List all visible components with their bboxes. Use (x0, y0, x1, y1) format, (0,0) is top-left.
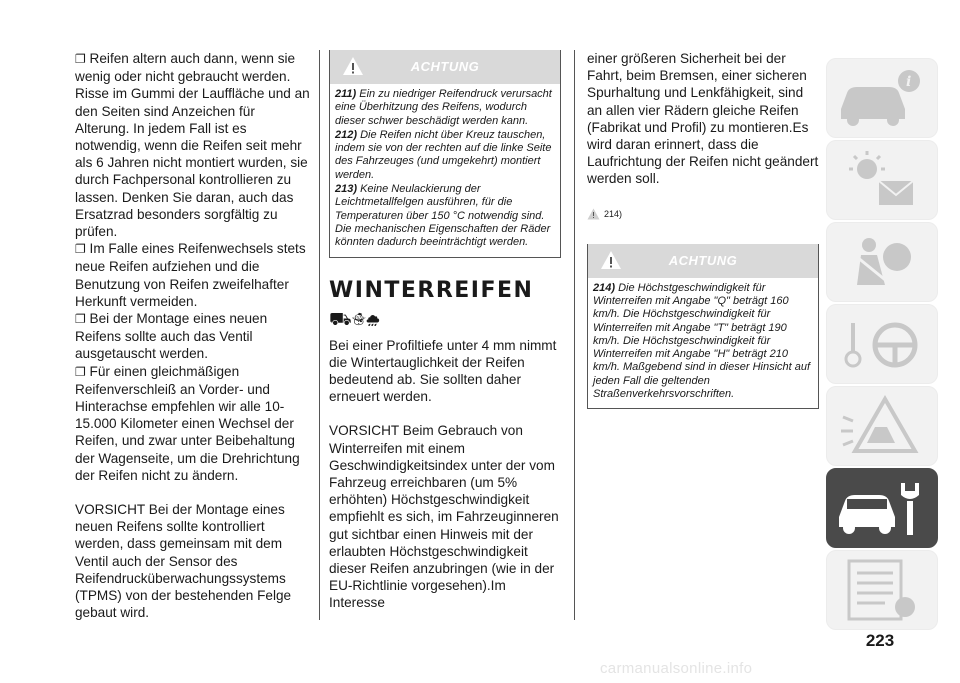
warning-reference: 214) (587, 208, 819, 220)
warning-title: ACHTUNG (668, 252, 738, 268)
chapter-tab-emergency[interactable] (826, 386, 938, 466)
paragraph: einer größeren Sicherheit bei der Fahrt, beim Bremsen, einer sicheren Spurhaltung und Lenkfähigkeit, sind an allen vier Rädern gleiche Reifen (Fabrikat und Profil) zu montieren.Es wird daran erinnert, dass die Laufrichtung der Reifen nicht geändert werden soll. (587, 51, 819, 187)
chapter-tab-starting[interactable] (826, 304, 938, 384)
left-column (75, 50, 310, 622)
page-number: 223 (865, 631, 895, 650)
warning-box (587, 244, 819, 410)
warning-item: 213) Keine Neulackierung der Leichtmetallfelgen ausführen, für die Temperaturen über 150 °C notwendig sind. Die mechanischen Eigenschaften der Räder könnten dadurch beeinträchtigt werden. (335, 183, 551, 249)
warning-header (330, 50, 560, 84)
paragraph: ❐ Bei der Montage eines neuen Reifens sollte auch das Ventil ausgetauscht werden. (75, 311, 268, 362)
chapter-tab-safety[interactable] (826, 222, 938, 302)
paragraph: ❐ Für einen gleichmäßigen Reifenverschleiß an Vorder- und Hinterachse empfehlen wir alle 10-15.000 Kilometer einen Wechsel der Reifen, und zwar unter Beibehaltung der Wagenseite, um die Drehrichtung der Reifen nicht zu ändern. (75, 363, 300, 483)
tpms-note: VORSICHT Bei der Montage eines neuen Reifens sollte kontrolliert werden, dass gemeinsam mit dem Ventil auch der Sensor des Reifendrucküberwachungssystems (TPMS) von der bestehenden Felge gebaut wird. (75, 502, 292, 621)
speed-note: VORSICHT Beim Gebrauch von Winterreifen mit einem Geschwindigkeitsindex unter der vom Fahrzeug erreichbaren (um 5% erhöhten) Höchstgeschwindigkeit empfiehlt es sich, im Fahrzeuginneren gut sichtbar einen Hinweis mit der erlaubten Höchstgeschwindigkeit dieser Reifen anzubringen (wie in der EU-Richtlinie vorgesehen).Im Interesse (329, 423, 559, 611)
warning-item: 212) Die Reifen nicht über Kreuz tauschen, indem sie von der rechten auf die linke Seite des Fahrzeuges (und umgekehrt) montiert werden. (335, 128, 552, 181)
right-column (587, 50, 819, 409)
warning-item: 214) Die Höchstgeschwindigkeit für Winterreifen mit Angabe "Q" beträgt 160 km/h. Die Höchstgeschwindigkeit für Winterreifen mit Angabe "T" beträgt 190 km/h. Die Höchstgeschwindigkeit für Winterreifen mit Angabe "H" beträgt 210 km/h. Maßgebend sind in dieser Hinsicht auf jeden Fall die geltenden Straßenverkehrsvorschriften. (593, 281, 811, 400)
section-heading: WINTERREIFEN (329, 277, 534, 303)
paragraph: Bei einer Profiltiefe unter 4 mm nimmt die Wintertauglichkeit der Reifen bedeutend ab. Sie sollten daher erneuert werden. (329, 337, 557, 405)
bullet-icon: ❐ (75, 52, 86, 66)
small-warning-icon (587, 208, 600, 220)
emergency-icon (827, 387, 937, 465)
vehicle-type-icons: ⛟☃⛆ (329, 308, 381, 329)
warning-lights-icon (827, 141, 937, 219)
bullet-icon: ❐ (75, 364, 86, 379)
warning-body (588, 278, 818, 409)
warning-body (330, 84, 560, 257)
middle-column (329, 50, 561, 612)
svg-text:i: i (906, 74, 912, 90)
column-divider (574, 50, 575, 620)
bullet-icon: ❐ (75, 312, 86, 327)
chapter-tab-maintenance-active[interactable] (826, 468, 938, 548)
warning-title: ACHTUNG (410, 59, 480, 74)
footer-watermark: carmanualsonline.info (600, 660, 753, 677)
warning-box (329, 50, 561, 258)
paragraph: ❐ Im Falle eines Reifenwechsels stets neue Reifen aufziehen und die Benutzung von Reifen zweifelhafter Herkunft vermeiden. (75, 241, 306, 309)
chapter-tab-warning-lights[interactable] (826, 140, 938, 220)
technical-data-icon (827, 551, 937, 629)
car-info-icon (827, 59, 937, 137)
column-divider (319, 50, 320, 620)
car-maintenance-icon (827, 469, 937, 547)
warning-header (588, 244, 818, 278)
steering-key-icon (827, 305, 937, 383)
paragraph: ❐ Reifen altern auch dann, wenn sie wenig oder nicht gebraucht werden. Risse im Gummi der Lauffläche und an den Seiten sind Anzeichen für Alterung. In jedem Fall ist es notwendig, wenn die Reifen seit mehr als 6 Jahren nicht montiert wurden, sie durch Fachpersonal kontrollieren zu lassen. Denken Sie daran, auch das Ersatzrad besonders sorgfältig zu prüfen. (75, 51, 310, 240)
chapter-tab-car-info[interactable] (826, 58, 938, 138)
warning-item: 211) Ein zu niedriger Reifendruck verursacht eine Überhitzung des Reifens, wodurch dieser schwer beschädigt werden kann. (335, 88, 552, 127)
chapter-tab-technical-data[interactable] (826, 550, 938, 630)
bullet-icon: ❐ (75, 242, 86, 257)
safety-airbag-icon (827, 223, 937, 301)
